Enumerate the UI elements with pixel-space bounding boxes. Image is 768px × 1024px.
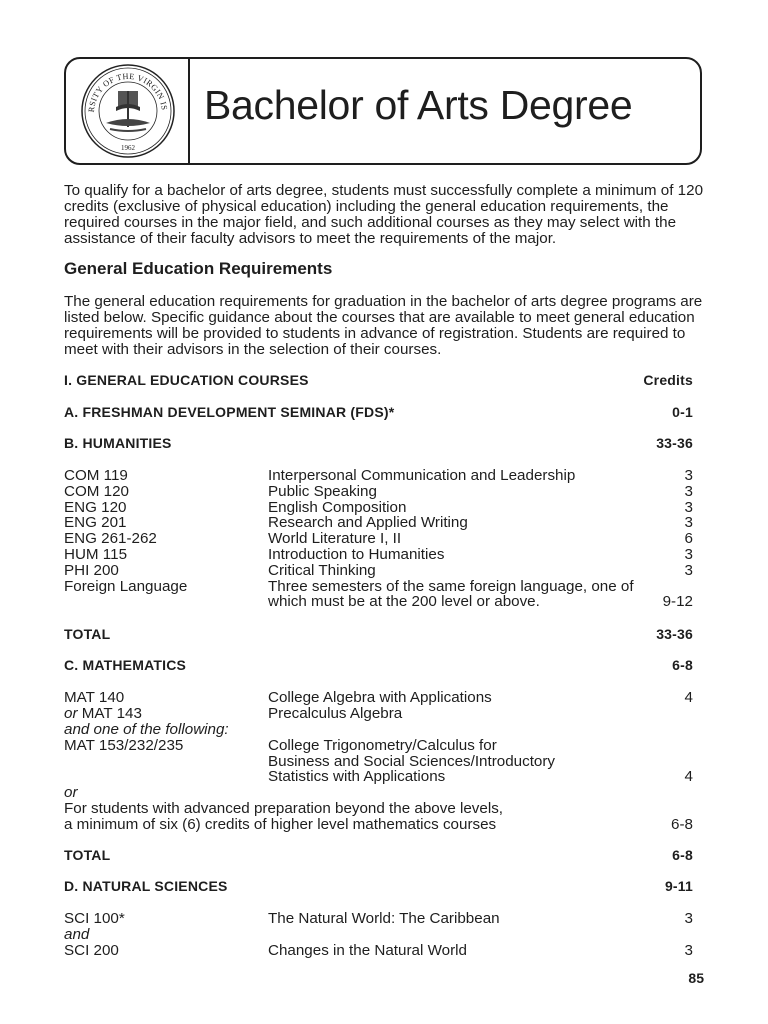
section-c-credits: 6-8	[672, 657, 693, 673]
section-a-credits: 0-1	[672, 404, 693, 420]
course-code: SCI 200	[64, 942, 119, 959]
course-title: College Algebra with Applications	[268, 689, 492, 706]
course-title: College Trigonometry/Calculus for	[268, 737, 497, 754]
section-b-total-row	[64, 626, 693, 643]
course-code: MAT 140	[64, 689, 125, 706]
course-credits: 3	[684, 514, 693, 532]
course-credits: 4	[684, 768, 693, 785]
course-credits: 3	[684, 546, 693, 563]
credits-header: Credits	[643, 372, 693, 388]
advanced-row	[64, 800, 693, 817]
course-code: Foreign Language	[64, 577, 188, 595]
section-b-label: B. HUMANITIES	[64, 435, 172, 451]
section-a-row	[64, 404, 693, 421]
section-b-row	[64, 435, 693, 452]
section-c-row	[64, 657, 693, 674]
course-code: ENG 201	[64, 514, 127, 532]
course-row	[64, 467, 693, 484]
course-row	[64, 514, 693, 531]
course-row	[64, 910, 693, 927]
section-c-total-label: TOTAL	[64, 847, 111, 863]
course-title: Changes in the Natural World	[268, 942, 467, 959]
course-row	[64, 483, 693, 500]
course-code: ENG 261-262	[64, 530, 157, 548]
or-connector: or	[64, 705, 78, 722]
and-connector: and	[64, 926, 90, 943]
course-credits: 4	[684, 689, 693, 706]
section-d-row	[64, 878, 693, 895]
gen-ed-heading: General Education Requirements	[64, 259, 333, 278]
one-of-note: and one of the following:	[64, 721, 229, 738]
course-row	[64, 942, 693, 959]
course-code: COM 120	[64, 482, 129, 500]
course-code: COM 119	[64, 467, 128, 484]
section-c-total-row	[64, 847, 693, 864]
course-code-text: MAT 143	[77, 705, 142, 722]
advanced-note: For students with advanced preparation beyond the above levels,	[64, 800, 504, 817]
course-title: Research and Applied Writing	[268, 514, 468, 532]
header-divider	[188, 59, 190, 163]
course-credits: 3	[684, 561, 693, 579]
section-i-label: I. GENERAL EDUCATION COURSES	[64, 372, 309, 388]
course-row	[64, 705, 693, 722]
or-row	[64, 784, 693, 801]
course-row	[64, 737, 693, 754]
seal-emblem	[106, 91, 150, 131]
advanced-note: a minimum of six (6) credits of higher level mathematics courses	[64, 816, 497, 833]
course-row	[64, 546, 693, 563]
course-row	[64, 562, 693, 579]
course-row	[64, 689, 693, 706]
section-a-label: A. FRESHMAN DEVELOPMENT SEMINAR (FDS)*	[64, 404, 395, 420]
course-title: Interpersonal Communication and Leadership	[268, 467, 576, 484]
section-b-total: 33-36	[656, 626, 693, 642]
section-c-total: 6-8	[672, 847, 693, 863]
section-b-total-label: TOTAL	[64, 626, 111, 642]
course-credits: 3	[684, 482, 693, 500]
course-title: which must be at the 200 level or above.	[268, 593, 540, 611]
section-b-credits: 33-36	[656, 435, 693, 451]
course-title: Three semesters of the same foreign language, one of	[268, 577, 634, 595]
gen-ed-paragraph: The general education requirements for graduation in the bachelor of arts degree programs are listed below. Specific guidance about the courses that are available to meet general education requirements will be provided to students in advance of registration. Students are required to meet with their advisors in the selection of their courses.	[64, 293, 703, 358]
section-i-row	[64, 372, 693, 389]
section-d-credits: 9-11	[664, 878, 693, 894]
course-code: SCI 100*	[64, 910, 125, 927]
course-title: Business and Social Sciences/Introductory	[268, 753, 556, 770]
course-code: ENG 120	[64, 498, 127, 516]
course-row	[64, 593, 693, 610]
course-row	[64, 499, 693, 516]
course-title: World Literature I, II	[268, 530, 402, 548]
course-row	[64, 768, 693, 785]
course-credits: 3	[684, 942, 693, 959]
course-title: Introduction to Humanities	[268, 546, 445, 563]
course-code: HUM 115	[64, 546, 128, 563]
course-row	[64, 721, 693, 738]
course-title: Critical Thinking	[268, 561, 376, 579]
university-seal	[72, 61, 184, 161]
and-row	[64, 926, 693, 943]
course-row	[64, 530, 693, 547]
course-title: Public Speaking	[268, 482, 377, 500]
page-number: 85	[688, 970, 704, 986]
seal-text: RSITY OF THE VIRGIN IS	[86, 71, 169, 113]
course-title: Statistics with Applications	[268, 768, 446, 785]
seal-year: 1962	[121, 144, 135, 152]
course-code: MAT 153/232/235	[64, 737, 184, 754]
advanced-credits: 6-8	[671, 816, 693, 833]
intro-paragraph: To qualify for a bachelor of arts degree, students must successfully complete a minimum of 120 credits (exclusive of physical education) including the general education requirements, the required courses in the major field, and such additional courses as they may select with the assistance of their faculty advisors to meet the requirements of the major.	[64, 182, 704, 247]
course-row	[64, 578, 693, 595]
page-title: Bachelor of Arts Degree	[204, 82, 633, 128]
section-c-label: C. MATHEMATICS	[64, 657, 187, 673]
course-title: The Natural World: The Caribbean	[268, 910, 500, 927]
course-credits: 3	[684, 910, 693, 927]
course-title: English Composition	[268, 498, 407, 516]
course-credits: 9-12	[662, 593, 693, 611]
course-credits: 3	[684, 498, 693, 516]
or-connector: or	[64, 784, 78, 801]
advanced-row	[64, 816, 693, 833]
course-credits: 6	[684, 530, 693, 548]
course-code: PHI 200	[64, 561, 119, 579]
section-d-label: D. NATURAL SCIENCES	[64, 878, 228, 894]
course-title: Precalculus Algebra	[268, 705, 403, 722]
course-code	[64, 705, 142, 722]
course-credits: 3	[684, 467, 693, 484]
